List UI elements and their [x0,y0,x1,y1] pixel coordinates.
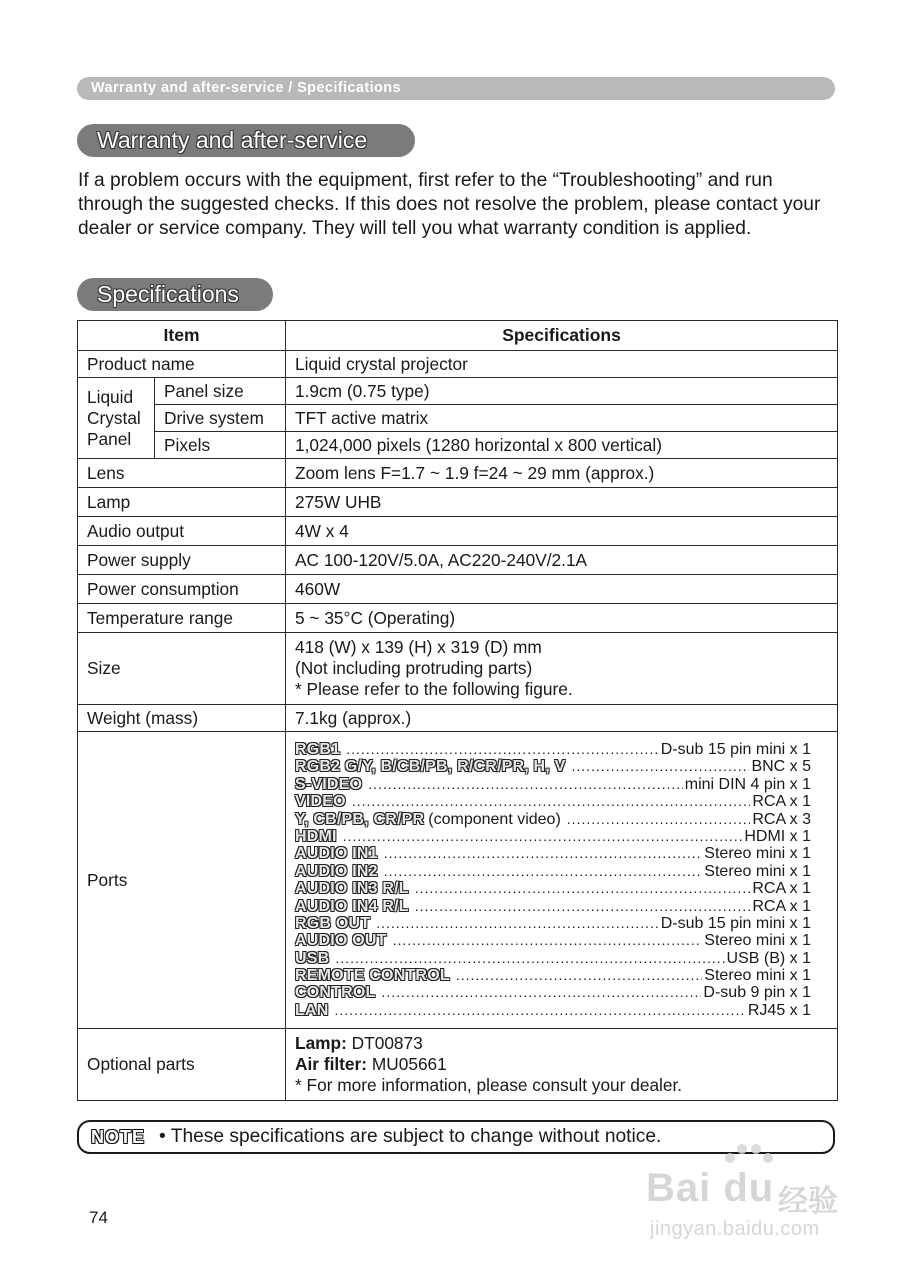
watermark-logo: Bai du [646,1166,775,1210]
optional-filter-line [295,1054,828,1075]
port-row [295,1002,811,1019]
optional-filter-label: Air filter: [295,1054,368,1075]
row-label-lens: Lens [78,459,286,488]
leader-dots [415,880,751,897]
row-label-ports: Ports [78,732,286,1029]
lcp-label-line: Liquid [87,386,134,407]
port-row [295,967,811,984]
table-row [78,604,838,633]
row-label-power-consumption: Power consumption [78,575,286,604]
warranty-heading-text: Warranty and after-service [97,127,368,153]
leader-dots [335,950,724,967]
table-row [78,405,838,432]
port-name: AUDIO IN2 [295,862,378,880]
port-name: AUDIO OUT [295,932,387,950]
table-row [78,705,838,732]
row-value-temperature-range: 5 ~ 35°C (Operating) [286,604,838,633]
row-value-lens: Zoom lens F=1.7 ~ 1.9 f=24 ~ 29 mm (approx.) [286,459,838,488]
port-row [295,950,811,967]
row-value-power-supply: AC 100-120V/5.0A, AC220-240V/2.1A [286,546,838,575]
size-line: * Please refer to the following figure. [295,679,573,699]
port-row [295,741,811,758]
port-row [295,915,811,932]
row-label-panel-size: Panel size [155,378,286,405]
leader-dots [352,793,751,810]
leader-dots [335,1002,746,1019]
port-name: Y, CB/PB, CR/PR [295,810,425,828]
baidu-watermark [646,1140,866,1250]
leader-dots [571,758,749,775]
port-extra: (component video) [428,810,561,828]
row-value-size [286,633,838,705]
lcp-label-line: Panel [87,428,132,449]
row-value-drive-system: TFT active matrix [286,405,838,432]
port-name: RGB OUT [295,914,371,932]
port-row [295,880,811,897]
table-row [78,488,838,517]
warranty-heading [77,124,415,157]
port-row [295,845,811,862]
table-row [78,517,838,546]
port-value: Stereo mini x 1 [704,845,812,863]
port-row [295,758,811,775]
optional-filter-value: MU05661 [371,1054,447,1075]
specifications-heading [77,278,273,311]
port-value: RCA x 1 [752,880,812,898]
port-row [295,863,811,880]
port-value: mini DIN 4 pin x 1 [684,775,812,793]
port-name: VIDEO [295,793,346,811]
port-row [295,776,811,793]
leader-dots [368,776,683,793]
row-label-power-supply: Power supply [78,546,286,575]
leader-dots [343,828,743,845]
row-label-product-name: Product name [78,351,286,378]
port-row [295,984,811,1001]
row-value-product-name: Liquid crystal projector [286,351,838,378]
leader-dots [567,811,751,828]
port-value: USB (B) x 1 [726,949,812,967]
port-value: RCA x 3 [752,810,812,828]
port-name: S-VIDEO [295,775,363,793]
row-label-size: Size [78,633,286,705]
port-value: RCA x 1 [752,897,812,915]
warranty-paragraph: If a problem occurs with the equipment, first refer to the “Troubleshooting” and run through the suggested checks. If this does not resolve the problem, please contact your dealer or service company. They will tell you what warranty condition is applied. [78,170,821,239]
header-item: Item [78,321,286,351]
note-tag: NOTE [91,1126,146,1147]
optional-lamp-line [295,1033,828,1054]
row-label-weight: Weight (mass) [78,705,286,732]
table-row [78,633,838,705]
port-row [295,932,811,949]
port-row [295,828,811,845]
row-value-lamp: 275W UHB [286,488,838,517]
page-number: 74 [89,1208,108,1227]
row-value-audio-output: 4W x 4 [286,517,838,546]
table-row [78,546,838,575]
optional-note: * For more information, please consult your dealer. [295,1075,683,1096]
optional-lamp-value: DT00873 [351,1033,423,1054]
table-row [78,732,838,1029]
row-label-lamp: Lamp [78,488,286,517]
table-row [78,459,838,488]
row-label-optional-parts: Optional parts [78,1029,286,1101]
note-box [77,1120,835,1154]
port-name: CONTROL [295,984,376,1002]
row-label-drive-system: Drive system [155,405,286,432]
note-text: • These specifications are subject to change without notice. [159,1126,662,1147]
section-header-title: Warranty and after-service / Specifications [91,80,401,96]
row-value-weight: 7.1kg (approx.) [286,705,838,732]
port-value: D-sub 15 pin mini x 1 [660,914,812,932]
row-label-pixels: Pixels [155,432,286,459]
table-row [78,432,838,459]
header-specifications: Specifications [286,321,838,351]
table-row [78,351,838,378]
leader-dots [384,863,703,880]
port-value: RJ45 x 1 [747,1001,812,1019]
section-header-bar [77,77,835,100]
leader-dots [393,932,703,949]
leader-dots [376,915,659,932]
port-name: LAN [295,1001,329,1019]
row-value-power-consumption: 460W [286,575,838,604]
leader-dots [382,984,702,1001]
port-value: Stereo mini x 1 [704,967,812,985]
port-value: HDMI x 1 [744,827,812,845]
row-label-temperature-range: Temperature range [78,604,286,633]
row-value-ports [286,732,838,1029]
lcp-label-line: Crystal [87,407,141,428]
row-label-audio-output: Audio output [78,517,286,546]
port-row [295,811,811,828]
port-name: RGB1 [295,741,341,758]
leader-dots [415,898,751,915]
watermark-url: jingyan.baidu.com [650,1218,820,1240]
leader-dots [456,967,702,984]
port-name: RGB2 G/Y, B/CB/PB, R/CR/PR, H, V [295,758,566,776]
port-name: AUDIO IN3 R/L [295,880,409,898]
port-name: REMOTE CONTROL [295,967,450,985]
table-row [78,575,838,604]
port-value: RCA x 1 [752,793,812,811]
table-row [78,378,838,405]
optional-lamp-label: Lamp: [295,1033,347,1054]
table-row [78,1029,838,1101]
table-header-row [78,321,838,351]
row-value-optional-parts [286,1029,838,1101]
leader-dots [346,741,658,758]
port-name: AUDIO IN4 R/L [295,897,409,915]
port-row [295,793,811,810]
port-value: D-sub 15 pin mini x 1 [660,741,812,758]
port-name: HDMI [295,827,337,845]
row-value-pixels: 1,024,000 pixels (1280 horizontal x 800 vertical) [286,432,838,459]
port-name: USB [295,949,330,967]
port-value: D-sub 9 pin x 1 [703,984,812,1002]
port-row [295,898,811,915]
size-line: 418 (W) x 139 (H) x 319 (D) mm [295,637,542,657]
port-value: Stereo mini x 1 [704,932,812,950]
port-value: BNC x 5 [751,758,812,776]
leader-dots [384,845,703,862]
row-label-liquid-crystal-panel [78,378,155,459]
specifications-table [77,320,838,1101]
port-name: AUDIO IN1 [295,845,378,863]
specifications-heading-text: Specifications [97,281,239,307]
ports-list [295,741,811,1019]
watermark-cn: 经验 [778,1185,838,1218]
row-value-panel-size: 1.9cm (0.75 type) [286,378,838,405]
port-value: Stereo mini x 1 [704,862,812,880]
size-line: (Not including protruding parts) [295,658,533,678]
